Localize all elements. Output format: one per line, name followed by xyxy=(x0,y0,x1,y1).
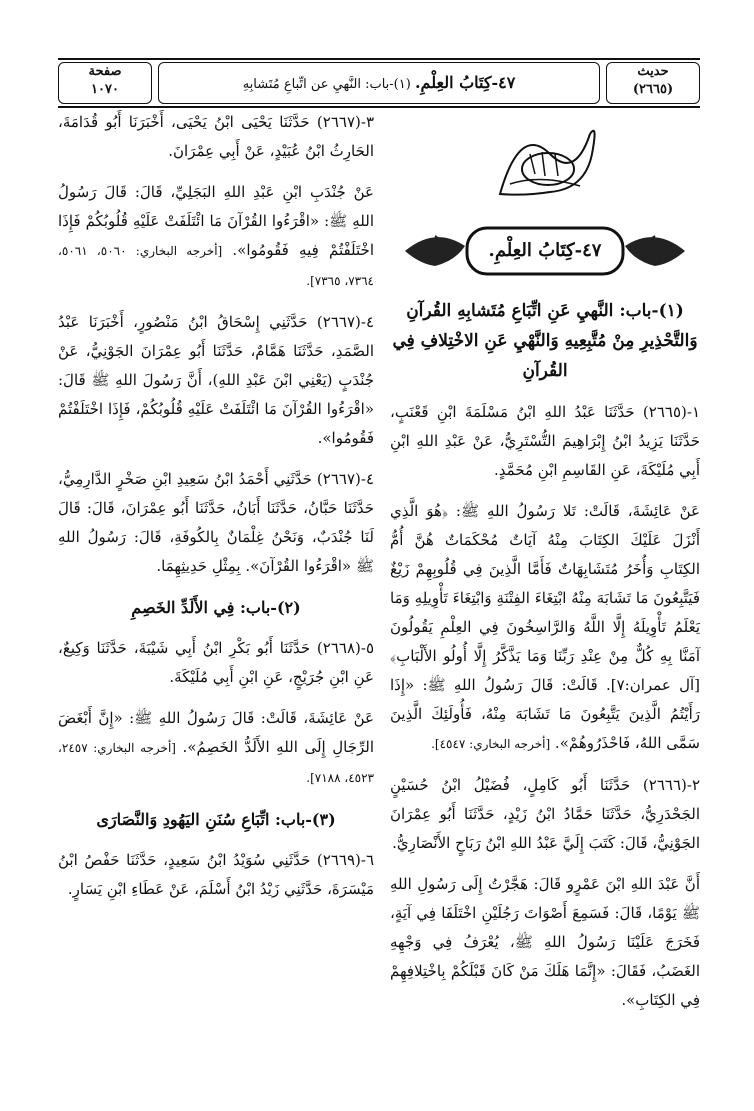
hadith-2-matn: أَنَّ عَبْدَ اللهِ ابْنَ عَمْرٍو قَالَ: هَجَّرْتُ إِلَى رَسُولِ اللهِ ﷺ يَوْمًا، قَالَ: فَسَمِعَ أَصْوَاتَ رَجُلَيْنِ اخْتَلَفَا فِي آيَةٍ، فَخَرَجَ عَلَيْنَا رَسُولُ اللهِ ﷺ، يُعْرَفُ فِي وَجْهِهِ الغَضَبُ، فَقَالَ: «إِنَّمَا هَلَكَ مَنْ كَانَ قَبْلَكُمْ بِاخْتِلافِهِمْ فِي الكِتَابِ». xyxy=(390,875,700,1009)
page-label: صفحة xyxy=(88,64,122,79)
hadith-number-box xyxy=(606,62,700,104)
header-bab: (١)-باب: النَّهيِ عن اتِّباعِ مُتَشابِهِ xyxy=(242,77,411,92)
hadith-range: (٢٦٦٥) xyxy=(632,82,674,97)
hadith-4: ٤-(٢٦٦٧) حَدَّثَنِي إِسْحَاقُ ابْنُ مَنْصُورٍ، أَخْبَرَنَا عَبْدُ الصَّمَدِ، حَدَّثَنَا هَمَّامٌ، حَدَّثَنَا أَبُو عِمْرَانَ الجَوْنِيُّ، عَنْ جُنْدَبٍ (يَعْنِي ابْنَ عَبْدِ اللهِ)، أَنَّ رَسُولَ اللهِ ﷺ قَالَ: «اقْرَءُوا القُرْآنَ مَا ائْتَلَفَتْ عَلَيْهِ قُلُوبُكُمْ، فَإِذَا اخْتَلَفْتُمْ فَقُومُوا». xyxy=(58,313,374,447)
hadith-3-matn xyxy=(58,178,374,296)
hadith-6-isnad: ٥-(٢٦٦٨) حَدَّثَنَا أَبُو بَكْرِ ابْنُ أَبِي شَيْبَةَ، حَدَّثَنَا وَكِيعٌ، عَنِ ابْنِ جُرَيْجٍ، عَنِ ابْنِ أَبِي مُلَيْكَةَ. xyxy=(58,639,374,686)
hadith-6-reference: [أخرجه البخاري: ٢٤٥٧، ٤٥٢٣، ٧١٨٨]. xyxy=(58,741,374,785)
left-column xyxy=(58,108,374,1081)
kitab-banner xyxy=(395,216,695,286)
hadith-7: ٦-(٢٦٦٩) حَدَّثَنِي سُوَيْدُ ابْنُ سَعِيدٍ، حَدَّثَنَا حَفْصُ ابْنُ مَيْسَرَةَ، حَدَّثَنِي زَيْدُ ابْنُ أَسْلَمَ، عَنْ عَطَاءِ ابْنِ يَسَارٍ. xyxy=(58,851,374,898)
hadith-1-reference: [أخرجه البخاري: ٤٥٤٧]. xyxy=(431,737,551,751)
hadith-2-isnad: ٢-(٢٦٦٦) حَدَّثَنَا أَبُو كَامِلٍ، فُضَيْلُ ابْنُ حُسَيْنٍ الجَحْدَرِيُّ، حَدَّثَنَا حَمَّادُ ابْنُ زَيْدٍ، حَدَّثَنَا أَبُو عِمْرَانَ الجَوْنِيُّ، قَالَ: كَتَبَ إِلَيَّ عَبْدُ اللهِ ابْنُ رَبَاحٍ الأَنْصَارِيُّ. xyxy=(390,776,700,852)
hadith-3-isnad: ٣-(٢٦٦٧) حَدَّثَنَا يَحْيَى ابْنُ يَحْيَى، أَخْبَرَنَا أَبُو قُدَامَةَ، الحَارِثُ ابْنُ عُبَيْدٍ، عَنْ أَبِي عِمْرَانَ. xyxy=(58,113,374,160)
hadith-3-matn-text: عَنْ جُنْدَبِ ابْنِ عَبْدِ اللهِ البَجَلِيِّ، قَالَ: قَالَ رَسُولُ اللهِ ﷺ: «اقْرَءُوا القُرْآنَ مَا ائْتَلَفَتْ عَلَيْهِ قُلُوبُكُمْ فَإِذَا اخْتَلَفْتُمْ فِيهِ فَقُومُوا». xyxy=(58,183,374,259)
hadith-5: ٤-(٢٦٦٧) حَدَّثَنِي أَحْمَدُ ابْنُ سَعِيدِ ابْنِ صَخْرٍ الدَّارِمِيُّ، حَدَّثَنَا حَبَّانُ، حَدَّثَنَا أَبَانُ، حَدَّثَنَا أَبُو عِمْرَانَ، قَالَ: قَالَ لَنَا جُنْدَبٌ، وَنَحْنُ غِلْمَانٌ بِالكُوفَةِ، قَالَ: رَسُولُ اللهِ ﷺ «اقْرَءُوا القُرْآنَ». بِمِثْلِ حَدِيثِهِمَا. xyxy=(58,470,374,575)
bab-3-heading: (٣)-باب: اتِّبَاعِ سُنَنِ اليَهُودِ وَالنَّصَارَى xyxy=(96,810,336,829)
calligraphy-emblem-icon xyxy=(480,114,610,206)
hadith-1-matn-text: عَنْ عَائِشَةَ، قَالَتْ: تَلا رَسُولُ اللهِ ﷺ: ﴿هُوَ الَّذِي أَنْزَلَ عَلَيْكَ الكِتَابَ مِنْهُ آيَاتٌ مُحْكَمَاتٌ هُنَّ أُمُّ الكِتَابِ وَأُخَرُ مُتَشَابِهَاتٌ فَأَمَّا الَّذِينَ فِي قُلُوبِهِمْ زَيْغٌ فَيَتَّبِعُونَ مَا تَشَابَهَ مِنْهُ ابْتِغَاءَ الفِتْنَةِ وَابْتِغَاءَ تَأْوِيلِهِ وَمَا يَعْلَمُ تَأْوِيلَهُ إِلَّا اللَّهُ وَالرَّاسِخُونَ فِي العِلْمِ يَقُولُونَ آمَنَّا بِهِ كُلٌّ مِنْ عِنْدِ رَبِّنَا وَمَا يَذَّكَّرُ إِلَّا أُولُو الأَلْبَابِ﴾ [آل عمران:٧]. قَالَتْ: قَالَ رَسُولُ اللهِ ﷺ: «إِذَا رَأَيْتُمُ الَّذِينَ يَتَّبِعُونَ مَا تَشَابَهَ مِنْهُ، فَأُولَئِكَ الَّذِينَ سَمَّى اللهُ، فَاحْذَرُوهُمْ». xyxy=(390,502,700,752)
page-number-box xyxy=(58,62,152,104)
hadith-1-isnad xyxy=(390,398,700,485)
bab-1-heading: (١)-باب: النَّهيِ عَنِ اتِّبَاعِ مُتَشابِهِ القُرآنِ وَالتَّحْذِيرِ مِنْ مُتَّبِعِيهِ وَالنَّهْيِ عَنِ الاخْتِلافِ فِي القُرآنِ xyxy=(392,301,698,381)
hadith-label: حديث xyxy=(637,64,669,79)
bab-2-heading: (٢)-باب: فِي الأَلَدِّ الخَصِمِ xyxy=(131,598,301,617)
hadith-1-isnad-text: ١-(٢٦٦٥) حَدَّثَنَا عَبْدُ اللهِ ابْنُ مَسْلَمَةَ ابْنِ قَعْنَبٍ، حَدَّثَنَا يَزِيدُ ابْنُ إِبْرَاهِيمَ التُّسْتَرِيُّ، عَنْ عَبْدِ اللهِ ابْنِ أَبِي مُلَيْكَةَ، عَنِ القَاسِمِ ابْنِ مُحَمَّدٍ. xyxy=(390,403,700,479)
running-header xyxy=(58,58,700,108)
hadith-1-matn xyxy=(390,497,700,759)
hadith-6-matn-text: عَنْ عَائِشَةَ، قَالَتْ: قَالَ رَسُولُ اللهِ ﷺ: «إِنَّ أَبْغَضَ الرِّجَالِ إِلَى اللهِ الأَلَدُّ الخَصِمُ». xyxy=(58,709,374,756)
hadith-3-reference: [أخرجه البخاري: ٥٠٦٠، ٥٠٦١، ٧٣٦٤، ٧٣٦٥]. xyxy=(58,244,374,288)
header-title xyxy=(158,62,600,104)
page-number: ١٠٧٠ xyxy=(91,82,119,97)
hadith-6-matn xyxy=(58,704,374,793)
right-column xyxy=(390,108,700,1081)
basmala-emblem xyxy=(480,114,610,206)
kitab-title: ٤٧-كِتَابُ العِلْمِ. xyxy=(488,240,602,261)
header-kitab: ٤٧-كِتَابُ العِلْمِ. xyxy=(414,73,516,92)
